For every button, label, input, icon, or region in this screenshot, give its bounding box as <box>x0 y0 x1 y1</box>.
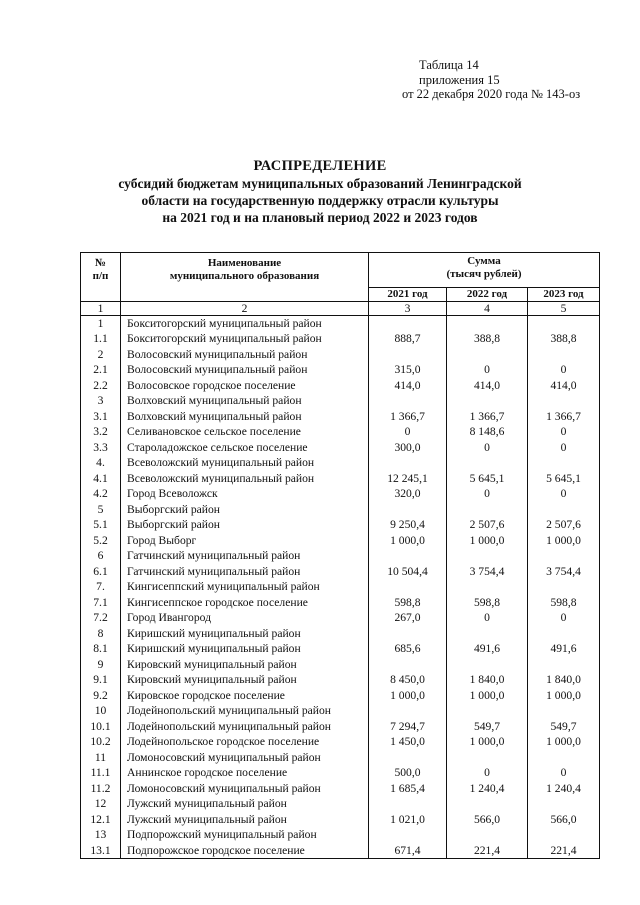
value-2022: 3 754,4 <box>447 564 528 580</box>
value-2021: 1 366,7 <box>369 409 447 425</box>
value-2021: 267,0 <box>369 610 447 626</box>
value-2022: 221,4 <box>447 843 528 859</box>
value-2023: 1 000,0 <box>528 533 600 549</box>
value-2023: 3 754,4 <box>528 564 600 580</box>
row-name: Волосовский муниципальный район <box>121 347 369 363</box>
value-2022 <box>447 579 528 595</box>
value-2022: 1 240,4 <box>447 781 528 797</box>
table-row <box>81 812 600 828</box>
table-number: Таблица 14 <box>419 58 479 72</box>
table-row <box>81 750 600 766</box>
table-row <box>81 502 600 518</box>
value-2021: 10 504,4 <box>369 564 447 580</box>
value-2023: 1 840,0 <box>528 672 600 688</box>
row-name: Гатчинский муниципальный район <box>121 548 369 564</box>
table-row <box>81 424 600 440</box>
value-2023: 0 <box>528 440 600 456</box>
document-title <box>0 158 640 226</box>
value-2021: 12 245,1 <box>369 471 447 487</box>
value-2022 <box>447 827 528 843</box>
value-2021 <box>369 626 447 642</box>
value-2021 <box>369 393 447 409</box>
row-name: Лодейнопольский муниципальный район <box>121 703 369 719</box>
table-row <box>81 672 600 688</box>
row-number: 2 <box>81 347 121 363</box>
table-row <box>81 626 600 642</box>
value-2021: 300,0 <box>369 440 447 456</box>
value-2021 <box>369 548 447 564</box>
value-2023: 2 507,6 <box>528 517 600 533</box>
header-sum <box>369 253 600 288</box>
value-2022: 566,0 <box>447 812 528 828</box>
value-2022: 491,6 <box>447 641 528 657</box>
row-number: 10.1 <box>81 719 121 735</box>
value-2023 <box>528 657 600 673</box>
row-name: Лодейнопольское городское поселение <box>121 734 369 750</box>
row-name: Аннинское городское поселение <box>121 765 369 781</box>
value-2021: 414,0 <box>369 378 447 394</box>
value-2021: 888,7 <box>369 331 447 347</box>
row-name: Кингисеппский муниципальный район <box>121 579 369 595</box>
value-2021 <box>369 750 447 766</box>
value-2021 <box>369 703 447 719</box>
value-2023: 1 366,7 <box>528 409 600 425</box>
header-number <box>81 253 121 302</box>
row-number: 3.2 <box>81 424 121 440</box>
row-name: Ломоносовский муниципальный район <box>121 750 369 766</box>
value-2023 <box>528 827 600 843</box>
header-name <box>121 253 369 302</box>
value-2021 <box>369 796 447 812</box>
table-row <box>81 362 600 378</box>
row-number: 8.1 <box>81 641 121 657</box>
value-2022: 0 <box>447 362 528 378</box>
subsidy-table <box>80 252 600 859</box>
value-2022: 5 645,1 <box>447 471 528 487</box>
header-sum-line2: (тысяч рублей) <box>446 267 522 280</box>
row-name: Лодейнопольский муниципальный район <box>121 719 369 735</box>
row-number: 1 <box>81 315 121 331</box>
value-2023 <box>528 703 600 719</box>
row-number: 2.2 <box>81 378 121 394</box>
value-2022 <box>447 796 528 812</box>
value-2022 <box>447 315 528 331</box>
row-number: 13 <box>81 827 121 843</box>
value-2023 <box>528 796 600 812</box>
row-number: 8 <box>81 626 121 642</box>
table-row <box>81 657 600 673</box>
value-2023: 0 <box>528 362 600 378</box>
law-date: от 22 декабря 2020 года № 143-оз <box>402 87 581 101</box>
row-name: Киришский муниципальный район <box>121 641 369 657</box>
value-2021 <box>369 502 447 518</box>
row-number: 13.1 <box>81 843 121 859</box>
row-name: Волховский муниципальный район <box>121 409 369 425</box>
title-heading: РАСПРЕДЕЛЕНИЕ <box>253 158 387 174</box>
value-2023: 0 <box>528 424 600 440</box>
value-2022 <box>447 455 528 471</box>
row-number: 3.1 <box>81 409 121 425</box>
value-2021 <box>369 579 447 595</box>
value-2022: 549,7 <box>447 719 528 735</box>
value-2023: 1 240,4 <box>528 781 600 797</box>
header-number-line2: п/п <box>92 269 109 282</box>
row-name: Волховский муниципальный район <box>121 393 369 409</box>
row-number: 7.1 <box>81 595 121 611</box>
value-2023: 414,0 <box>528 378 600 394</box>
table-row <box>81 734 600 750</box>
table-row <box>81 641 600 657</box>
value-2022: 0 <box>447 765 528 781</box>
table-row <box>81 796 600 812</box>
table-row <box>81 378 600 394</box>
value-2023: 566,0 <box>528 812 600 828</box>
value-2021: 320,0 <box>369 486 447 502</box>
value-2022: 1 000,0 <box>447 688 528 704</box>
row-name: Подпорожское городское поселение <box>121 843 369 859</box>
table-row <box>81 765 600 781</box>
value-2023 <box>528 455 600 471</box>
table-row <box>81 688 600 704</box>
row-name: Выборгский район <box>121 517 369 533</box>
value-2021 <box>369 315 447 331</box>
value-2021: 1 021,0 <box>369 812 447 828</box>
value-2022 <box>447 703 528 719</box>
table-row <box>81 827 600 843</box>
table-row <box>81 610 600 626</box>
column-number: 2 <box>121 301 369 315</box>
value-2022 <box>447 750 528 766</box>
value-2021: 315,0 <box>369 362 447 378</box>
table-row <box>81 455 600 471</box>
table-row <box>81 564 600 580</box>
row-number: 3 <box>81 393 121 409</box>
header-name-line1: Наименование <box>207 257 282 269</box>
header-number-line1: № <box>94 257 107 269</box>
value-2023: 0 <box>528 486 600 502</box>
value-2022: 1 366,7 <box>447 409 528 425</box>
title-line-1: субсидий бюджетам муниципальных образований Ленинградской <box>118 176 522 191</box>
row-name: Подпорожский муниципальный район <box>121 827 369 843</box>
table-row <box>81 331 600 347</box>
row-number: 2.1 <box>81 362 121 378</box>
header-sum-line1: Сумма <box>467 255 501 267</box>
row-name: Волосовское городское поселение <box>121 378 369 394</box>
row-name: Селивановское сельское поселение <box>121 424 369 440</box>
value-2022 <box>447 393 528 409</box>
value-2023 <box>528 315 600 331</box>
row-number: 9.2 <box>81 688 121 704</box>
row-name: Всеволожский муниципальный район <box>121 455 369 471</box>
row-number: 6.1 <box>81 564 121 580</box>
column-number: 3 <box>369 301 447 315</box>
value-2021: 1 685,4 <box>369 781 447 797</box>
column-number: 1 <box>81 301 121 315</box>
row-number: 4. <box>81 455 121 471</box>
row-name: Волосовский муниципальный район <box>121 362 369 378</box>
value-2021: 0 <box>369 424 447 440</box>
value-2023: 549,7 <box>528 719 600 735</box>
title-line-3: на 2021 год и на плановый период 2022 и 2023 годов <box>162 210 478 225</box>
value-2022: 8 148,6 <box>447 424 528 440</box>
table-row <box>81 579 600 595</box>
table-row <box>81 843 600 859</box>
value-2021: 8 450,0 <box>369 672 447 688</box>
row-name: Кировское городское поселение <box>121 688 369 704</box>
value-2023 <box>528 502 600 518</box>
value-2022: 1 000,0 <box>447 734 528 750</box>
table-row <box>81 781 600 797</box>
value-2023 <box>528 393 600 409</box>
row-name: Кингисеппское городское поселение <box>121 595 369 611</box>
value-2023: 0 <box>528 765 600 781</box>
row-name: Бокситогорский муниципальный район <box>121 331 369 347</box>
value-2023 <box>528 579 600 595</box>
row-name: Город Всеволожск <box>121 486 369 502</box>
row-name: Гатчинский муниципальный район <box>121 564 369 580</box>
appendix-number: приложения 15 <box>419 72 500 87</box>
table-row <box>81 393 600 409</box>
value-2021 <box>369 827 447 843</box>
table-row <box>81 548 600 564</box>
row-name: Бокситогорский муниципальный район <box>121 315 369 331</box>
row-name: Кировский муниципальный район <box>121 672 369 688</box>
table-row <box>81 703 600 719</box>
value-2021 <box>369 455 447 471</box>
row-number: 12.1 <box>81 812 121 828</box>
table-row <box>81 347 600 363</box>
value-2021: 1 000,0 <box>369 533 447 549</box>
value-2021: 1 000,0 <box>369 688 447 704</box>
value-2023: 598,8 <box>528 595 600 611</box>
value-2021 <box>369 347 447 363</box>
row-number: 10.2 <box>81 734 121 750</box>
value-2022 <box>447 502 528 518</box>
table-body <box>81 315 600 859</box>
header-year-2023: 2023 год <box>528 288 600 302</box>
row-number: 10 <box>81 703 121 719</box>
row-number: 3.3 <box>81 440 121 456</box>
value-2023: 388,8 <box>528 331 600 347</box>
document-reference <box>402 58 580 102</box>
table-row <box>81 471 600 487</box>
value-2021: 671,4 <box>369 843 447 859</box>
row-name: Лужский муниципальный район <box>121 796 369 812</box>
column-number: 4 <box>447 301 528 315</box>
row-number: 6 <box>81 548 121 564</box>
row-name: Ломоносовский муниципальный район <box>121 781 369 797</box>
value-2021: 685,6 <box>369 641 447 657</box>
value-2022: 2 507,6 <box>447 517 528 533</box>
row-number: 7. <box>81 579 121 595</box>
column-numbers-row <box>81 301 600 315</box>
row-number: 5 <box>81 502 121 518</box>
value-2022: 1 000,0 <box>447 533 528 549</box>
row-name: Староладожское сельское поселение <box>121 440 369 456</box>
row-name: Всеволожский муниципальный район <box>121 471 369 487</box>
table-row <box>81 440 600 456</box>
row-number: 7.2 <box>81 610 121 626</box>
row-number: 11.2 <box>81 781 121 797</box>
value-2023: 0 <box>528 610 600 626</box>
row-number: 9 <box>81 657 121 673</box>
row-name: Город Ивангород <box>121 610 369 626</box>
value-2022: 598,8 <box>447 595 528 611</box>
header-year-2022: 2022 год <box>447 288 528 302</box>
value-2023: 1 000,0 <box>528 688 600 704</box>
row-number: 4.2 <box>81 486 121 502</box>
column-number: 5 <box>528 301 600 315</box>
row-number: 5.1 <box>81 517 121 533</box>
table-row <box>81 409 600 425</box>
row-name: Выборгский район <box>121 502 369 518</box>
value-2023: 221,4 <box>528 843 600 859</box>
value-2021: 9 250,4 <box>369 517 447 533</box>
value-2023 <box>528 626 600 642</box>
value-2023: 491,6 <box>528 641 600 657</box>
value-2021: 500,0 <box>369 765 447 781</box>
value-2022: 0 <box>447 440 528 456</box>
value-2021: 1 450,0 <box>369 734 447 750</box>
value-2023 <box>528 750 600 766</box>
table-row <box>81 517 600 533</box>
value-2023: 5 645,1 <box>528 471 600 487</box>
table-row <box>81 486 600 502</box>
value-2022 <box>447 347 528 363</box>
value-2022: 0 <box>447 610 528 626</box>
value-2021: 7 294,7 <box>369 719 447 735</box>
row-number: 12 <box>81 796 121 812</box>
table-row <box>81 595 600 611</box>
value-2022: 0 <box>447 486 528 502</box>
title-line-2: области на государственную поддержку отрасли культуры <box>141 193 499 208</box>
row-name: Лужский муниципальный район <box>121 812 369 828</box>
value-2023 <box>528 548 600 564</box>
value-2022 <box>447 626 528 642</box>
value-2022 <box>447 548 528 564</box>
row-name: Город Выборг <box>121 533 369 549</box>
value-2021: 598,8 <box>369 595 447 611</box>
value-2023: 1 000,0 <box>528 734 600 750</box>
row-name: Киришский муниципальный район <box>121 626 369 642</box>
header-name-line2: муниципального образования <box>169 269 320 282</box>
table-row <box>81 533 600 549</box>
row-number: 5.2 <box>81 533 121 549</box>
value-2022: 414,0 <box>447 378 528 394</box>
row-number: 11 <box>81 750 121 766</box>
table-row <box>81 315 600 331</box>
value-2022 <box>447 657 528 673</box>
row-name: Кировский муниципальный район <box>121 657 369 673</box>
table-row <box>81 719 600 735</box>
header-year-2021: 2021 год <box>369 288 447 302</box>
row-number: 1.1 <box>81 331 121 347</box>
value-2021 <box>369 657 447 673</box>
value-2022: 388,8 <box>447 331 528 347</box>
row-number: 9.1 <box>81 672 121 688</box>
row-number: 4.1 <box>81 471 121 487</box>
row-number: 11.1 <box>81 765 121 781</box>
value-2022: 1 840,0 <box>447 672 528 688</box>
value-2023 <box>528 347 600 363</box>
